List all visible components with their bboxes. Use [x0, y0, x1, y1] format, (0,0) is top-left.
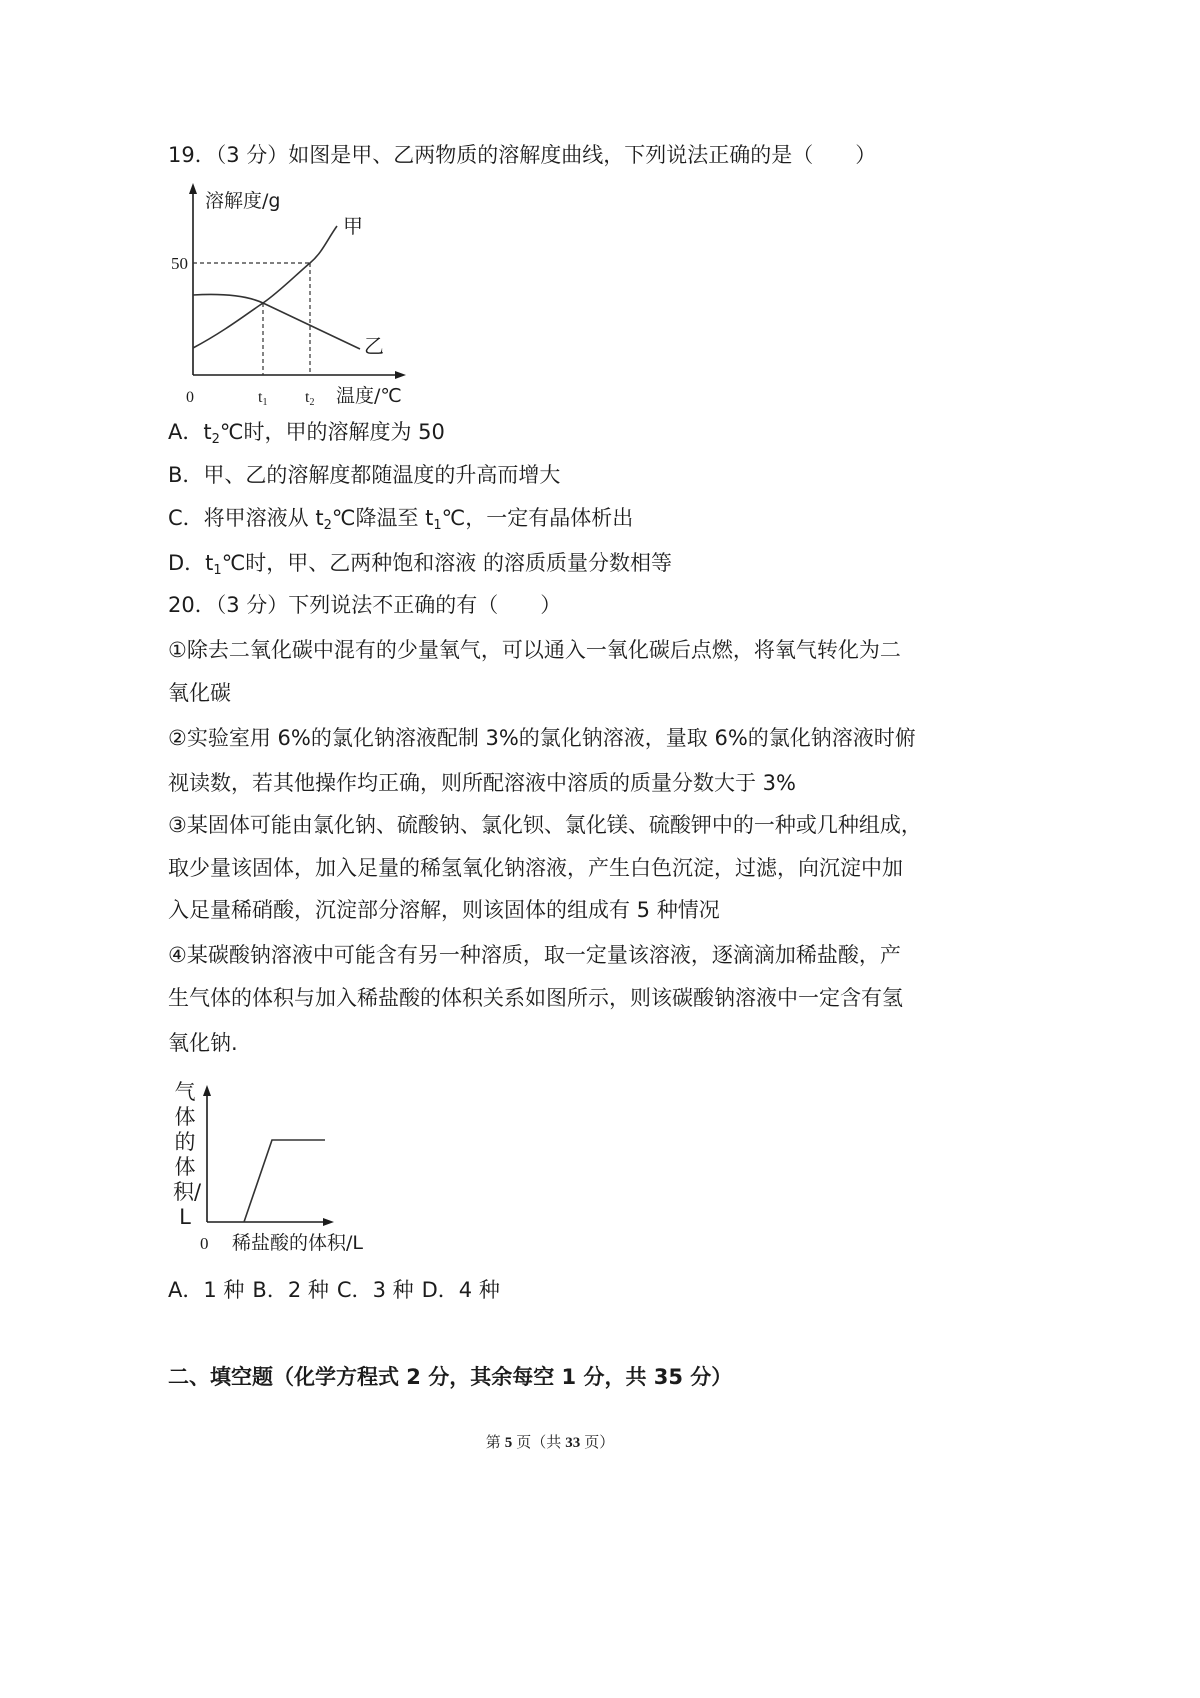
q20-statement-1-line: ①除去二氧化碳中混有的少量氧气，可以通入一氧化碳后点燃，将氧气转化为二 [168, 638, 901, 662]
page-footer [400, 1433, 700, 1453]
q20-statement-3-line: ③某固体可能由氯化钠、硫酸钠、氯化钡、氯化镁、硫酸钾中的一种或几种组成， [168, 813, 922, 837]
footer-middle: 页（共 [516, 1435, 562, 1451]
footer-prefix: 第 [485, 1435, 501, 1451]
q20-statement-4-line: 氧化钠. [168, 1031, 238, 1055]
q20-statement-3-line: 入足量稀硝酸，沉淀部分溶解，则该固体的组成有 5 种情况 [168, 898, 720, 922]
q20-statement-4-line: 生气体的体积与加入稀盐酸的体积关系如图所示，则该碳酸钠溶液中一定含有氢 [168, 986, 903, 1010]
option-letter: C． [336, 1278, 373, 1302]
curve-label-jia: 甲 [343, 214, 363, 238]
section-heading: 二、填空题（化学方程式 2 分，其余每空 1 分，共 35 分） [168, 1365, 733, 1389]
q19-option-a [168, 418, 445, 446]
curve-label-yi: 乙 [364, 334, 384, 358]
option-text: ℃时，甲的溶解度为 50 [219, 420, 445, 444]
total-pages: 33 [565, 1435, 581, 1451]
q20-statement-2-line: ②实验室用 6%的氯化钠溶液配制 3%的氯化钠溶液，量取 6%的氯化钠溶液时俯 [168, 726, 916, 750]
x-axis-arrow [395, 371, 406, 379]
option-letter: C． [168, 506, 204, 530]
origin-label: 0 [186, 389, 194, 406]
q20-statement-2-line: 视读数，若其他操作均正确，则所配溶液中溶质的质量分数大于 3% [168, 771, 796, 795]
curve-yi [193, 294, 360, 349]
x-tick-t2: t2 [305, 389, 315, 408]
y-tick-50: 50 [171, 254, 188, 273]
option-letter: D． [421, 1278, 459, 1302]
q20-statement-4-line: ④某碳酸钠溶液中可能含有另一种溶质，取一定量该溶液，逐滴滴加稀盐酸，产 [168, 943, 901, 967]
gas-volume-figure [165, 1075, 385, 1260]
option-text: 3 种 [372, 1278, 414, 1302]
x-axis-label: 稀盐酸的体积/L [232, 1232, 363, 1254]
y-axis-label: 溶解度/g [205, 190, 281, 212]
option-text: t [203, 420, 212, 444]
footer-suffix: 页） [584, 1435, 615, 1451]
option-letter: B． [168, 463, 204, 487]
option-text: 1 种 [203, 1278, 245, 1302]
subscript: 1 [433, 518, 442, 533]
origin-label: 0 [200, 1234, 209, 1253]
option-letter: A． [168, 420, 204, 444]
gas-volume-line [244, 1140, 325, 1222]
x-axis-arrow [323, 1218, 334, 1226]
q19-option-d [168, 549, 672, 577]
option-text: ℃，一定有晶体析出 [441, 506, 634, 530]
option-letter: D． [168, 551, 206, 575]
subscript: 2 [323, 518, 332, 533]
y-axis-arrow [189, 183, 197, 194]
y-axis-arrow [203, 1085, 211, 1096]
q20-statement-1-line: 氧化碳 [168, 681, 231, 705]
option-text: ℃降温至 t [331, 506, 434, 530]
q19-stem: 19．（3 分）如图是甲、乙两物质的溶解度曲线，下列说法正确的是（ ） [168, 143, 877, 167]
q19-option-c [168, 504, 633, 532]
option-letter: B． [252, 1278, 288, 1302]
q20-statement-3-line: 取少量该固体，加入足量的稀氢氧化钠溶液，产生白色沉淀，过滤，向沉淀中加 [168, 856, 903, 880]
q19-option-b [168, 461, 560, 489]
option-text: 甲、乙的溶解度都随温度的升高而增大 [203, 463, 561, 487]
x-axis-label: 温度/℃ [336, 385, 402, 407]
option-text: 4 种 [458, 1278, 500, 1302]
option-text: t [205, 551, 214, 575]
solubility-curve-figure [160, 175, 420, 410]
option-text: 2 种 [287, 1278, 329, 1302]
q20-stem: 20．（3 分）下列说法不正确的有（ ） [168, 593, 562, 617]
option-letter: A． [168, 1278, 204, 1302]
curve-jia [193, 226, 337, 348]
subscript: 1 [213, 563, 222, 578]
page-number: 5 [504, 1435, 513, 1451]
option-text: ℃时，甲、乙两种饱和溶液 的溶质质量分数相等 [221, 551, 672, 575]
y-axis-label: 气体的体积/L [173, 1080, 202, 1229]
subscript: 2 [211, 432, 220, 447]
x-tick-t1: t1 [258, 389, 268, 408]
q20-options [168, 1276, 500, 1304]
option-text: 将甲溶液从 t [203, 506, 324, 530]
